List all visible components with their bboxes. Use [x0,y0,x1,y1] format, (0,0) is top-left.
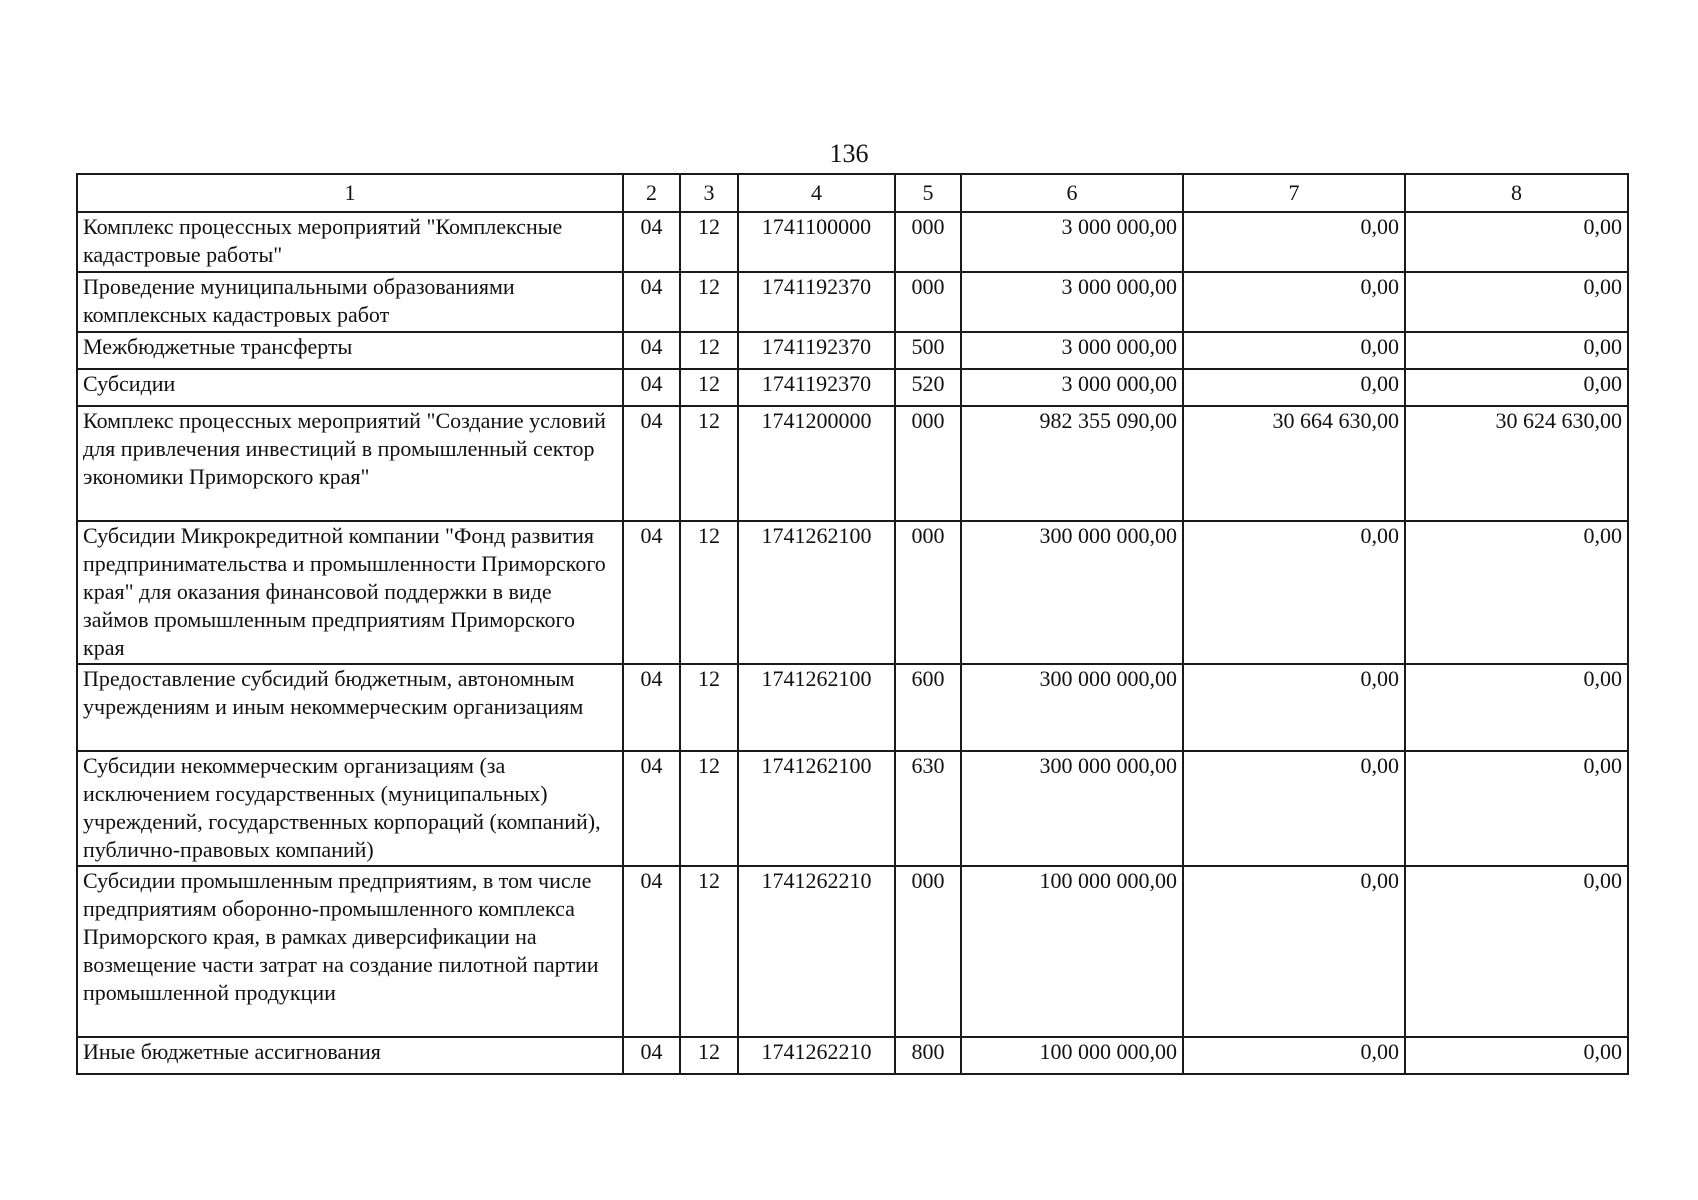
section-code: 04 [623,369,680,406]
amount-col-8: 0,00 [1405,272,1628,332]
section-code: 04 [623,521,680,664]
amount-col-6: 300 000 000,00 [961,751,1183,866]
column-header: 3 [680,174,738,212]
amount-col-6: 3 000 000,00 [961,212,1183,272]
amount-col-7: 0,00 [1183,369,1405,406]
amount-col-7: 0,00 [1183,866,1405,1037]
amount-col-6: 3 000 000,00 [961,369,1183,406]
expense-type-code: 000 [895,866,961,1037]
expense-type-code: 630 [895,751,961,866]
column-header: 6 [961,174,1183,212]
expense-type-code: 000 [895,406,961,521]
amount-col-7: 0,00 [1183,521,1405,664]
row-name: Проведение муниципальными образованиями комплексных кадастровых работ [77,272,623,332]
amount-col-8: 0,00 [1405,866,1628,1037]
header-row [77,174,1628,212]
row-name: Субсидии Микрокредитной компании "Фонд развития предпринимательства и промышленности Приморского края" для оказания финансовой поддержки в виде займов промышленным предприятиям Приморского края [77,521,623,664]
amount-col-8: 0,00 [1405,521,1628,664]
column-header: 7 [1183,174,1405,212]
target-article-code: 1741262210 [738,866,895,1037]
row-name: Комплекс процессных мероприятий "Комплексные кадастровые работы" [77,212,623,272]
expense-type-code: 000 [895,521,961,664]
row-name: Субсидии [77,369,623,406]
section-code: 04 [623,272,680,332]
column-header: 2 [623,174,680,212]
expense-type-code: 600 [895,664,961,751]
section-code: 04 [623,866,680,1037]
table-row [77,369,1628,406]
amount-col-8: 0,00 [1405,664,1628,751]
section-code: 04 [623,664,680,751]
amount-col-6: 3 000 000,00 [961,332,1183,369]
amount-col-6: 100 000 000,00 [961,866,1183,1037]
subsection-code: 12 [680,272,738,332]
target-article-code: 1741262100 [738,664,895,751]
amount-col-8: 0,00 [1405,332,1628,369]
target-article-code: 1741192370 [738,332,895,369]
amount-col-7: 30 664 630,00 [1183,406,1405,521]
subsection-code: 12 [680,866,738,1037]
column-header: 4 [738,174,895,212]
table-row [77,272,1628,332]
amount-col-8: 30 624 630,00 [1405,406,1628,521]
amount-col-7: 0,00 [1183,332,1405,369]
table-row [77,406,1628,521]
row-name: Субсидии некоммерческим организациям (за исключением государственных (муниципальных) учреждений, государственных корпораций (компаний), публично-правовых компаний) [77,751,623,866]
amount-col-7: 0,00 [1183,751,1405,866]
expense-type-code: 520 [895,369,961,406]
target-article-code: 1741192370 [738,369,895,406]
subsection-code: 12 [680,521,738,664]
subsection-code: 12 [680,369,738,406]
table-row [77,332,1628,369]
section-code: 04 [623,1037,680,1074]
amount-col-6: 300 000 000,00 [961,521,1183,664]
amount-col-6: 982 355 090,00 [961,406,1183,521]
amount-col-8: 0,00 [1405,212,1628,272]
amount-col-6: 100 000 000,00 [961,1037,1183,1074]
target-article-code: 1741262100 [738,751,895,866]
subsection-code: 12 [680,664,738,751]
amount-col-7: 0,00 [1183,1037,1405,1074]
expense-type-code: 800 [895,1037,961,1074]
subsection-code: 12 [680,1037,738,1074]
page-number: 136 [829,139,869,168]
row-name: Субсидии промышленным предприятиям, в том числе предприятиям оборонно-промышленного комплекса Приморского края, в рамках диверсификации на возмещение части затрат на создание пилотной партии промышленной продукции [77,866,623,1037]
amount-col-7: 0,00 [1183,212,1405,272]
target-article-code: 1741200000 [738,406,895,521]
expense-type-code: 500 [895,332,961,369]
target-article-code: 1741262100 [738,521,895,664]
table-row [77,1037,1628,1074]
target-article-code: 1741262210 [738,1037,895,1074]
row-name: Комплекс процессных мероприятий "Создание условий для привлечения инвестиций в промышленный сектор экономики Приморского края" [77,406,623,521]
amount-col-8: 0,00 [1405,751,1628,866]
target-article-code: 1741100000 [738,212,895,272]
subsection-code: 12 [680,332,738,369]
table-row [77,212,1628,272]
table-row [77,664,1628,751]
subsection-code: 12 [680,212,738,272]
amount-col-8: 0,00 [1405,1037,1628,1074]
subsection-code: 12 [680,751,738,866]
expense-type-code: 000 [895,272,961,332]
amount-col-7: 0,00 [1183,664,1405,751]
column-header: 1 [77,174,623,212]
table-row [77,751,1628,866]
amount-col-6: 3 000 000,00 [961,272,1183,332]
amount-col-7: 0,00 [1183,272,1405,332]
row-name: Иные бюджетные ассигнования [77,1037,623,1074]
expense-type-code: 000 [895,212,961,272]
subsection-code: 12 [680,406,738,521]
section-code: 04 [623,332,680,369]
section-code: 04 [623,751,680,866]
budget-table [76,173,1629,1075]
row-name: Предоставление субсидий бюджетным, автономным учреждениям и иным некоммерческим организациям [77,664,623,751]
column-header: 8 [1405,174,1628,212]
target-article-code: 1741192370 [738,272,895,332]
section-code: 04 [623,406,680,521]
amount-col-6: 300 000 000,00 [961,664,1183,751]
table-row [77,521,1628,664]
table-row [77,866,1628,1037]
amount-col-8: 0,00 [1405,369,1628,406]
column-header: 5 [895,174,961,212]
section-code: 04 [623,212,680,272]
row-name: Межбюджетные трансферты [77,332,623,369]
